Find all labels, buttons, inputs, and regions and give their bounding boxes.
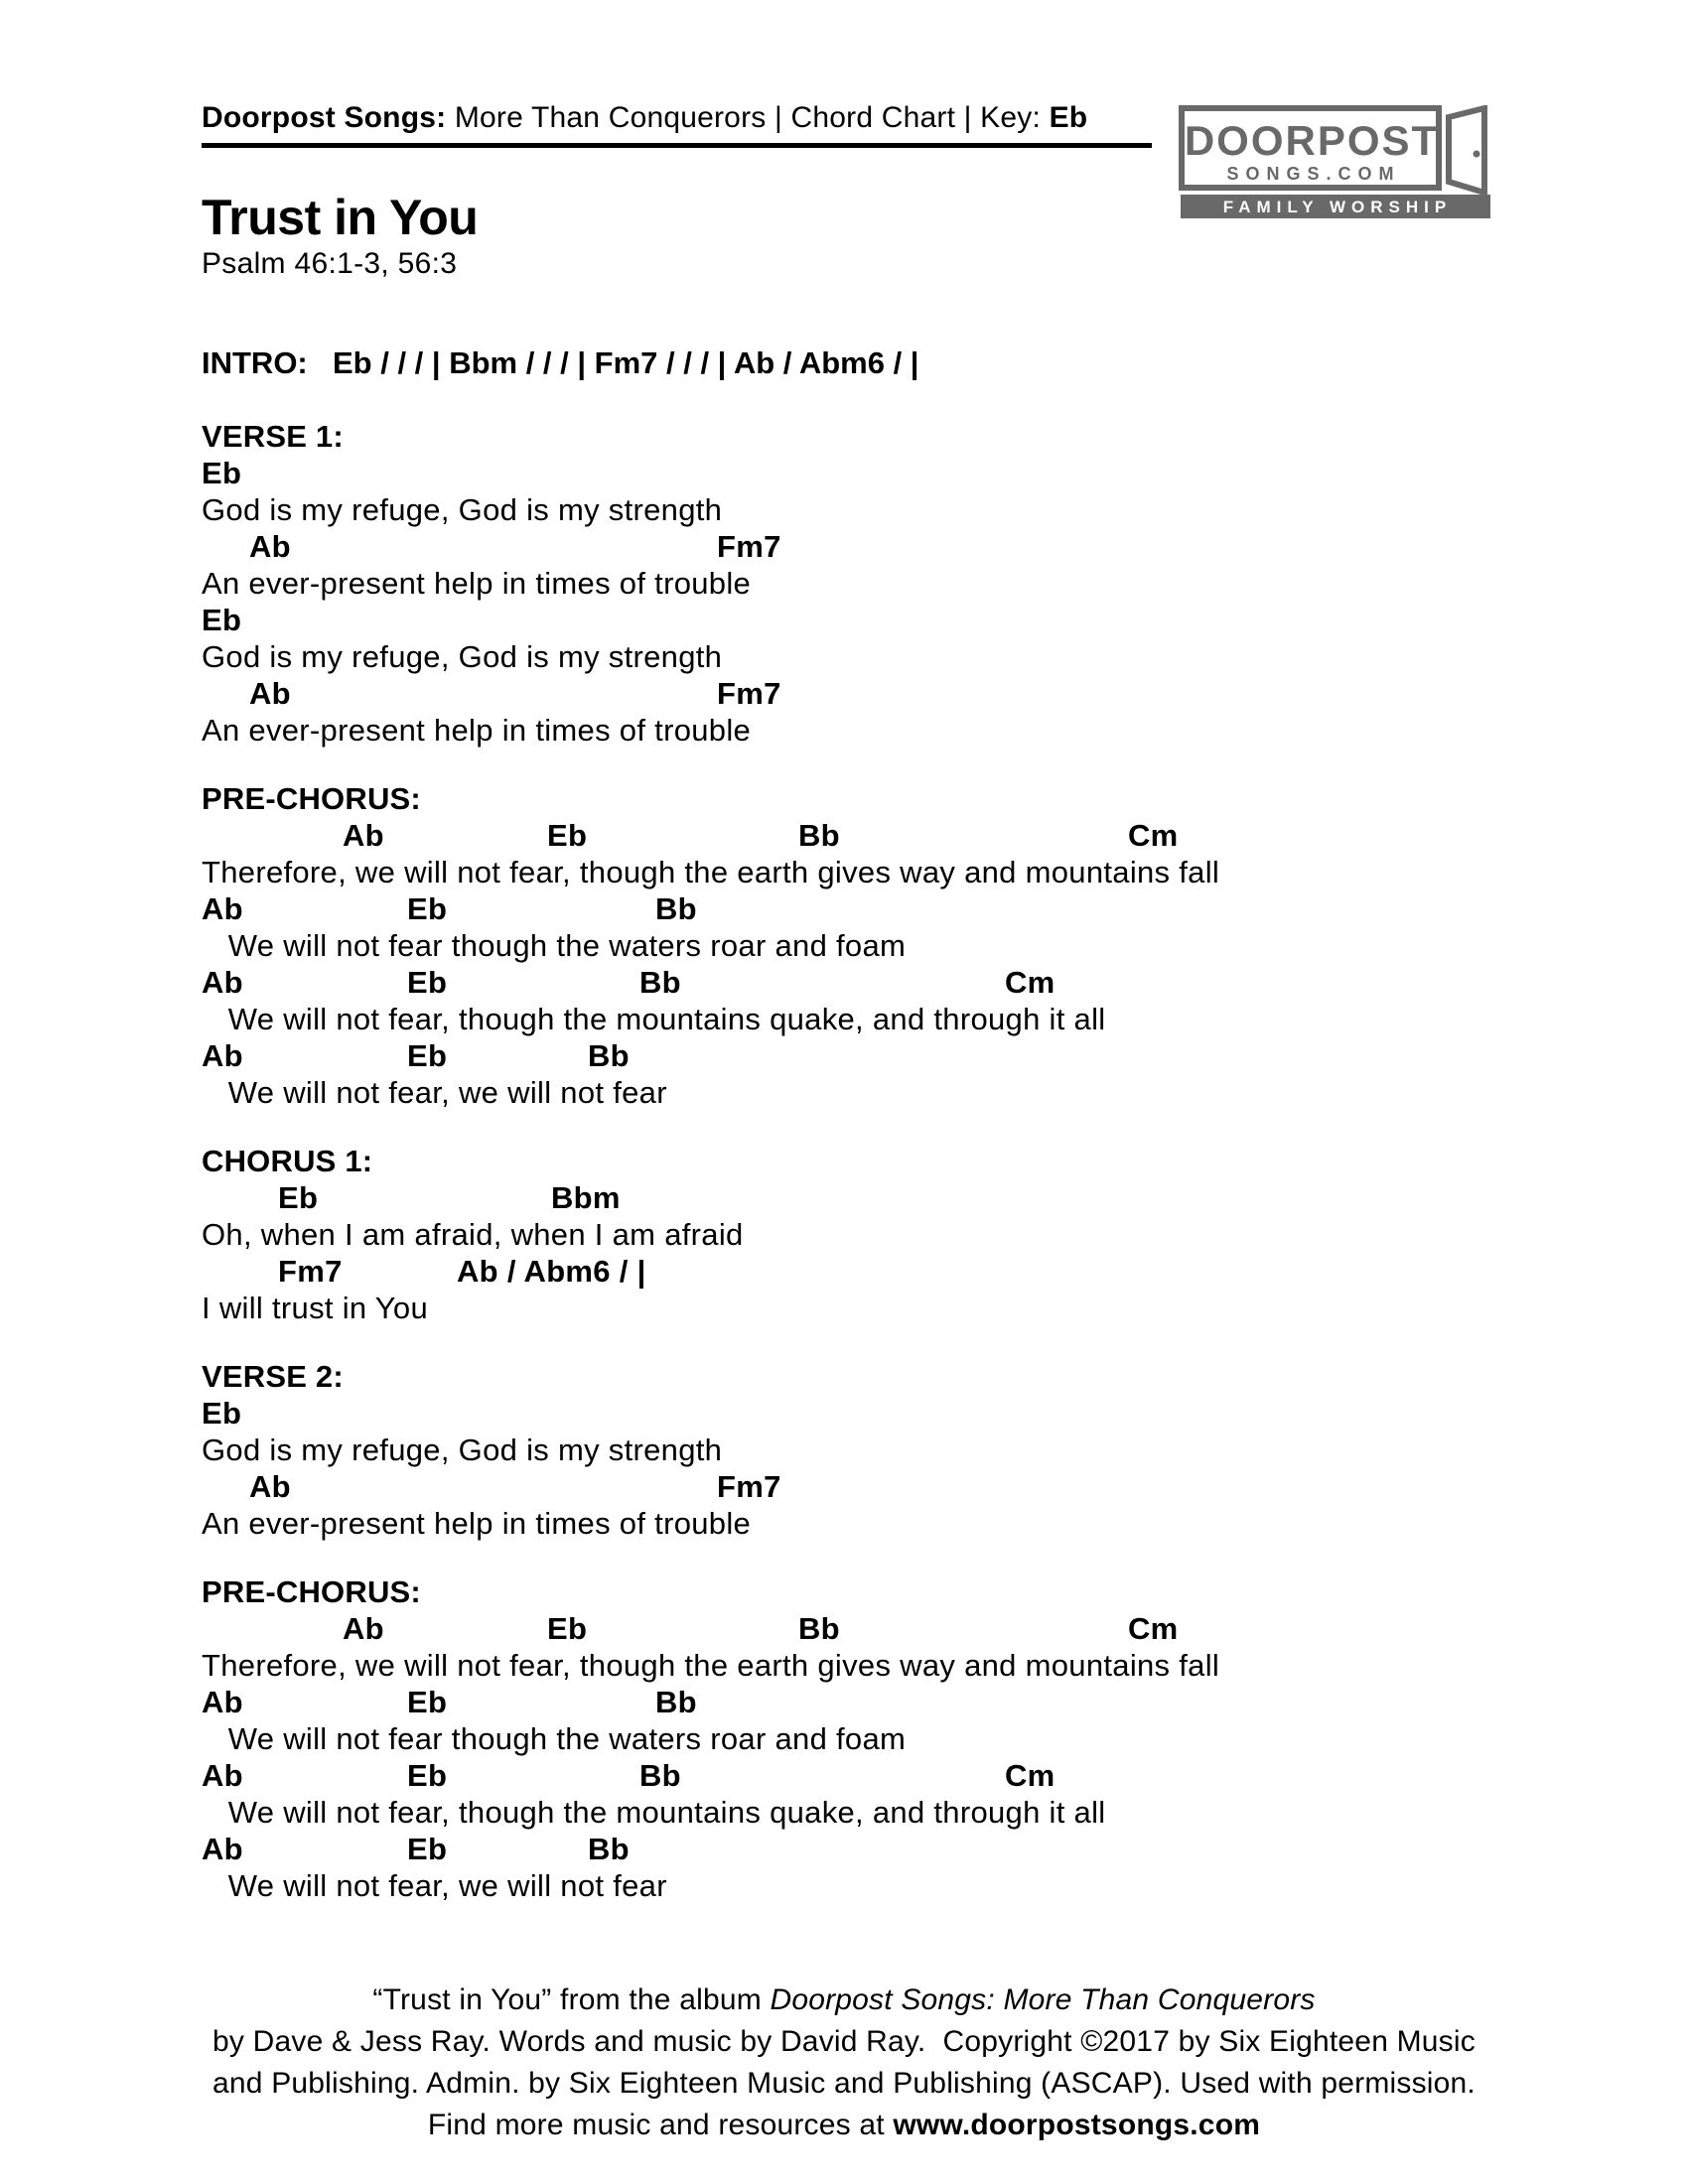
lyric-line: Therefore, we will not fear, though the earth gives way and mountains fall xyxy=(202,855,1220,889)
section xyxy=(202,1573,1549,1904)
lyric-line: Oh, when I am afraid, when I am afraid xyxy=(202,1217,744,1252)
chord: Ab xyxy=(249,676,291,711)
logo-wordmark: DOORPOST xyxy=(1184,117,1440,164)
chord: Eb xyxy=(547,1611,588,1646)
footer-text: and Publishing. Admin. by Six Eighteen Music and Publishing (ASCAP). Used with permission. xyxy=(212,2067,1476,2100)
chord: Ab xyxy=(202,1758,243,1793)
header-brand: Doorpost Songs: xyxy=(202,101,447,134)
section xyxy=(202,1358,1549,1542)
chord: Cm xyxy=(1128,1611,1179,1646)
chord-row xyxy=(202,1831,1549,1867)
lyric-line: We will not fear though the waters roar and foam xyxy=(202,928,907,963)
door-icon xyxy=(1449,108,1484,193)
chord: Ab xyxy=(202,1038,243,1073)
chord: Eb xyxy=(407,965,448,1000)
section xyxy=(202,1143,1549,1326)
chord: Ab xyxy=(202,1832,243,1866)
lyric-line: God is my refuge, God is my strength xyxy=(202,1433,723,1467)
footer-line xyxy=(0,1979,1688,2021)
section-label: PRE-CHORUS: xyxy=(202,1574,421,1609)
logo-banner-text: FAMILY WORSHIP xyxy=(1222,198,1453,216)
chord-row xyxy=(202,602,1549,638)
doorknob-icon xyxy=(1474,151,1480,158)
lyric-line: An ever-present help in times of trouble xyxy=(202,713,752,748)
chord: Eb xyxy=(407,1758,448,1793)
chord: Ab xyxy=(343,818,384,853)
chord: Eb xyxy=(407,1832,448,1866)
section-label: VERSE 2: xyxy=(202,1359,344,1394)
lyric-line: We will not fear, though the mountains quake, and through it all xyxy=(202,1795,1106,1830)
chord-row xyxy=(202,1037,1549,1074)
chord-row xyxy=(202,1610,1549,1647)
footer-line xyxy=(0,2105,1688,2146)
chord: Ab xyxy=(343,1611,384,1646)
section-label: VERSE 1: xyxy=(202,419,344,454)
chord-row xyxy=(202,1684,1549,1720)
section xyxy=(202,418,1549,749)
chord: Eb xyxy=(407,1685,448,1719)
doorpost-logo xyxy=(1179,105,1492,218)
chord: Cm xyxy=(1005,1758,1055,1793)
chord: Bbm xyxy=(551,1180,621,1215)
website-url: www.doorpostsongs.com xyxy=(893,2109,1261,2141)
chord-row xyxy=(202,1757,1549,1794)
footer-credits xyxy=(0,1979,1688,2146)
intro-line xyxy=(202,344,1549,381)
header-rule xyxy=(202,143,1152,148)
chord: Fm7 xyxy=(717,1469,781,1504)
chord: Eb xyxy=(202,456,242,490)
chord-row xyxy=(202,890,1549,927)
lyric-line: We will not fear, we will not fear xyxy=(202,1075,667,1110)
chord: Fm7 xyxy=(278,1254,343,1289)
lyric-line: We will not fear, we will not fear xyxy=(202,1868,667,1903)
chord: Bb xyxy=(798,1611,840,1646)
footer-text: “Trust in You” from the album xyxy=(372,1983,771,2016)
chord: Ab xyxy=(249,1469,291,1504)
footer-line xyxy=(0,2021,1688,2063)
chord-row xyxy=(202,964,1549,1001)
lyric-line: God is my refuge, God is my strength xyxy=(202,492,723,527)
lyric-line: God is my refuge, God is my strength xyxy=(202,639,723,674)
intro-chords: Eb / / / | Bbm / / / | Fm7 / / / | Ab / Abm6 / | xyxy=(333,345,919,380)
chord-row xyxy=(202,1468,1549,1505)
intro-label: INTRO: xyxy=(202,345,308,380)
chord-row xyxy=(202,675,1549,712)
chord: Bb xyxy=(588,1832,630,1866)
chord: Ab xyxy=(202,1685,243,1719)
logo-domain: SONGS.COM xyxy=(1226,164,1401,184)
chord: Bb xyxy=(655,891,697,926)
chord-row xyxy=(202,1253,1549,1290)
chord: Bb xyxy=(655,1685,697,1719)
chord-row xyxy=(202,1179,1549,1216)
chord: Bb xyxy=(639,965,681,1000)
lyric-line: Therefore, we will not fear, though the earth gives way and mountains fall xyxy=(202,1648,1220,1683)
chord: Bb xyxy=(588,1038,630,1073)
footer-text: Find more music and resources at xyxy=(427,2109,894,2141)
chord: Eb xyxy=(202,1396,242,1431)
lyric-line: We will not fear, though the mountains quake, and through it all xyxy=(202,1002,1106,1036)
lyric-line: I will trust in You xyxy=(202,1291,428,1325)
chord-row xyxy=(202,817,1549,854)
chord: Ab xyxy=(202,965,243,1000)
chord: Ab / Abm6 / | xyxy=(457,1254,646,1289)
footer-text: by Dave & Jess Ray. Words and music by David Ray. Copyright ©2017 by Six Eighteen Music xyxy=(212,2025,1476,2058)
header-key: Eb xyxy=(1049,101,1088,134)
chord: Eb xyxy=(547,818,588,853)
chord: Bb xyxy=(639,1758,681,1793)
chord: Cm xyxy=(1128,818,1179,853)
section-label: CHORUS 1: xyxy=(202,1144,373,1178)
chord: Ab xyxy=(202,891,243,926)
section-label: PRE-CHORUS: xyxy=(202,781,421,816)
chord: Eb xyxy=(202,603,242,637)
album-title: Doorpost Songs: More Than Conquerors xyxy=(770,1983,1316,2016)
chord: Fm7 xyxy=(717,676,781,711)
section xyxy=(202,780,1549,1111)
chord: Fm7 xyxy=(717,529,781,564)
chord-row xyxy=(202,1395,1549,1432)
chord-row xyxy=(202,455,1549,491)
chord: Bb xyxy=(798,818,840,853)
song-title: Trust in You xyxy=(202,190,479,245)
chord: Eb xyxy=(278,1180,319,1215)
chord: Eb xyxy=(407,891,448,926)
footer-line xyxy=(0,2063,1688,2105)
scripture-reference: Psalm 46:1-3, 56:3 xyxy=(202,247,458,280)
chord: Ab xyxy=(249,529,291,564)
header-rest: More Than Conquerors | Chord Chart | Key: xyxy=(446,101,1050,134)
lyric-line: An ever-present help in times of trouble xyxy=(202,566,752,601)
sections-container xyxy=(202,418,1549,1904)
chord: Eb xyxy=(407,1038,448,1073)
chord: Cm xyxy=(1005,965,1055,1000)
lyric-line: An ever-present help in times of trouble xyxy=(202,1506,752,1541)
chord-row xyxy=(202,528,1549,565)
lyric-line: We will not fear though the waters roar and foam xyxy=(202,1721,907,1756)
